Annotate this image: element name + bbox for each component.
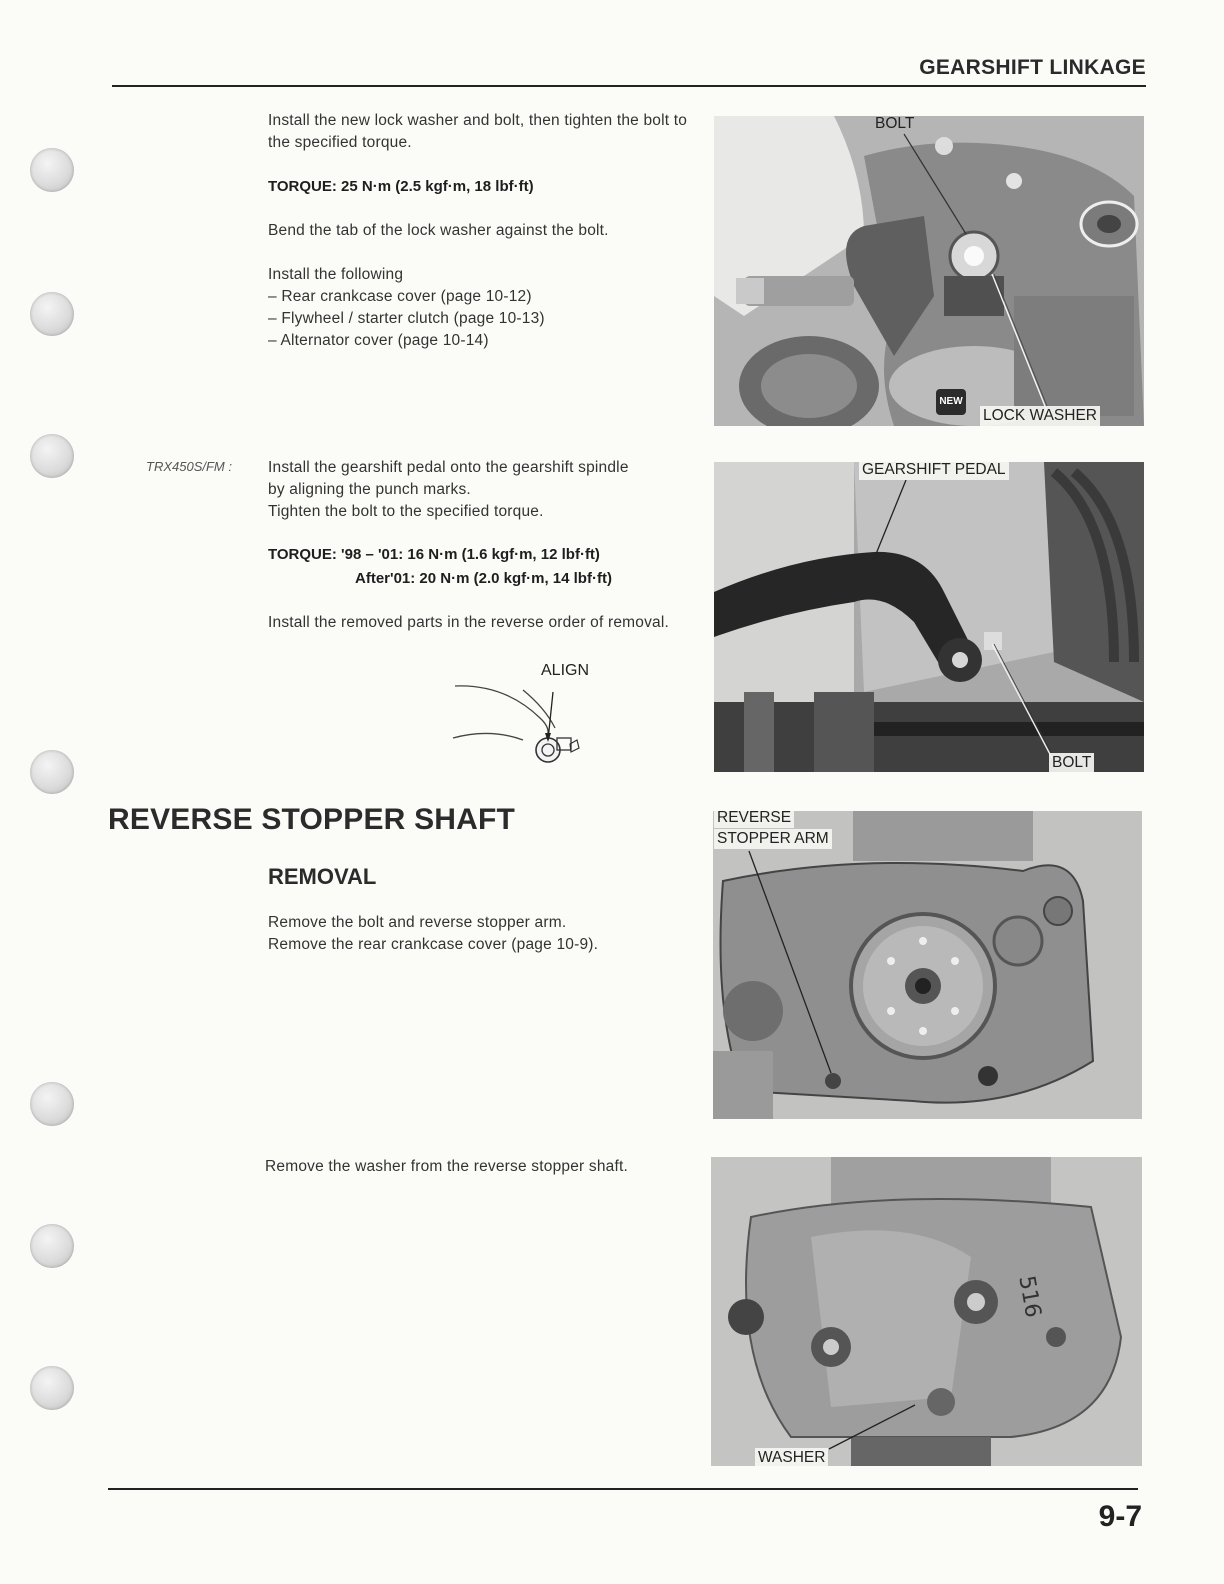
install-list	[268, 286, 545, 352]
photo-lock-washer	[714, 116, 1144, 426]
list-item: – Rear crankcase cover (page 10-12)	[268, 288, 532, 305]
list-item: – Flywheel / starter clutch (page 10-13)	[268, 310, 545, 327]
binder-hole	[30, 750, 74, 794]
callout-bolt: BOLT	[1049, 753, 1094, 772]
binder-hole	[30, 434, 74, 478]
model-note: TRX450S/FM :	[146, 459, 232, 474]
instruction-line: by aligning the punch marks.	[268, 481, 471, 498]
photo-illustration	[711, 1157, 1142, 1466]
photo-illustration	[714, 116, 1144, 426]
list-item: – Alternator cover (page 10-14)	[268, 332, 489, 349]
part-marking: 516	[1013, 1273, 1046, 1320]
install-list-intro: Install the following	[268, 266, 404, 283]
callout-stopper-arm-line1: REVERSE	[714, 811, 794, 828]
binder-hole	[30, 1366, 74, 1410]
binder-hole	[30, 1224, 74, 1268]
align-diagram	[445, 678, 595, 788]
footer-rule	[108, 1488, 1138, 1490]
callout-lock-washer: LOCK WASHER	[980, 406, 1100, 426]
new-part-icon	[936, 389, 966, 415]
photo-reverse-stopper-arm	[713, 811, 1142, 1119]
torque-spec-2: TORQUE: '98 – '01: 16 N·m (1.6 kgf·m, 12 lbf·ft)	[268, 546, 600, 563]
bend-tab-instruction: Bend the tab of the lock washer against the bolt.	[268, 222, 609, 239]
subsection-title: REMOVAL	[268, 864, 377, 889]
washer-instruction: Remove the washer from the reverse stopper shaft.	[265, 1158, 629, 1175]
section-title: REVERSE STOPPER SHAFT	[108, 803, 516, 836]
instruction-line: Remove the bolt and reverse stopper arm.	[268, 914, 567, 931]
photo-illustration	[713, 811, 1142, 1119]
section-header-title: GEARSHIFT LINKAGE	[919, 56, 1146, 79]
binder-hole	[30, 148, 74, 192]
callout-gearshift-pedal: GEARSHIFT PEDAL	[859, 462, 1009, 480]
instruction-line: Install the gearshift pedal onto the gearshift spindle	[268, 459, 629, 476]
torque-spec-1: TORQUE: 25 N·m (2.5 kgf·m, 18 lbf·ft)	[268, 178, 534, 195]
lock-washer-instruction: Install the new lock washer and bolt, then tighten the bolt to the specified torque.	[268, 112, 688, 151]
header-rule	[112, 85, 1146, 87]
align-label: ALIGN	[541, 662, 590, 679]
photo-gearshift-pedal	[714, 462, 1144, 772]
instruction-line: Remove the rear crankcase cover (page 10-9).	[268, 936, 599, 953]
gearshift-pedal-instruction	[268, 457, 629, 523]
removal-instruction	[268, 912, 598, 956]
callout-washer: WASHER	[755, 1448, 828, 1466]
torque-spec-3: After'01: 20 N·m (2.0 kgf·m, 14 lbf·ft)	[355, 570, 612, 587]
callout-stopper-arm-line2: STOPPER ARM	[714, 829, 832, 849]
instruction-line: Tighten the bolt to the specified torque.	[268, 503, 544, 520]
photo-washer	[711, 1157, 1142, 1466]
binder-hole	[30, 292, 74, 336]
new-badge-text: NEW	[939, 396, 963, 407]
page-number: 9-7	[1098, 1500, 1142, 1533]
callout-bolt: BOLT	[875, 116, 915, 132]
photo-illustration	[714, 462, 1144, 772]
binder-hole	[30, 1082, 74, 1126]
reverse-order-instruction: Install the removed parts in the reverse order of removal.	[268, 614, 669, 631]
